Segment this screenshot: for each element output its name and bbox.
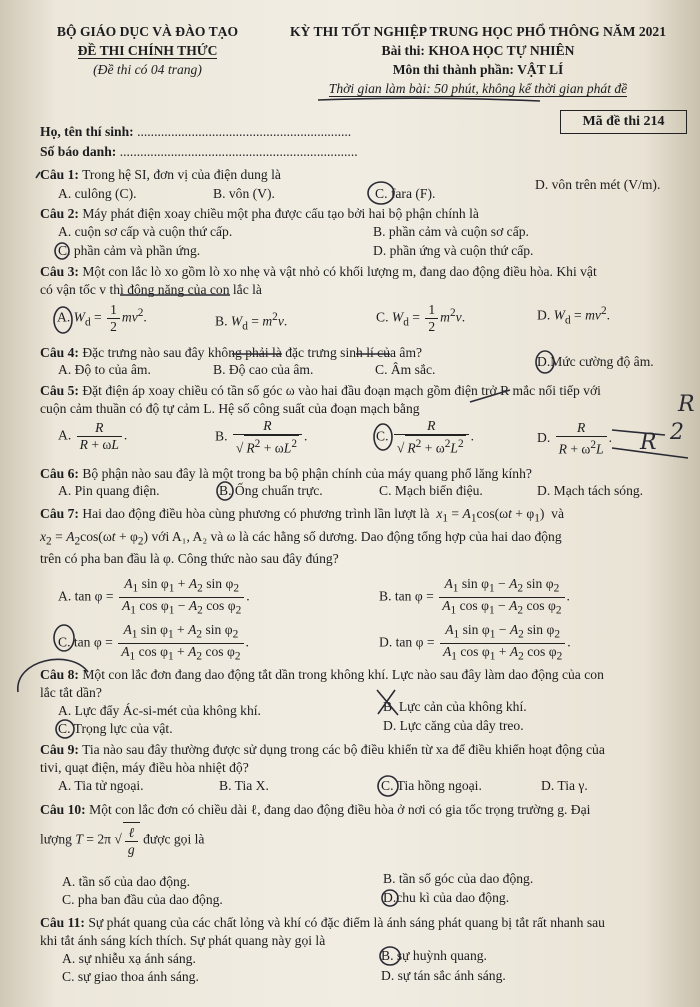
tick-mark [36, 172, 40, 178]
candidate-name-label: Họ, tên thí sinh: [40, 124, 134, 139]
answer-circle-q5 [374, 424, 392, 450]
handwriting-r-1: R [678, 392, 695, 417]
answer-arc-q8 [18, 659, 88, 692]
q4-option-a: A. Độ to của âm. [58, 362, 151, 377]
question-text-2: khi tắt ánh sáng kích thích. Sự phát quang này gọi là [40, 933, 326, 948]
answer-circle-q10 [382, 890, 398, 906]
question-text-2: lắc tắt dần? [40, 685, 102, 700]
question-number: Câu 9: [40, 742, 79, 757]
option-letter: C. [376, 309, 389, 325]
option-letter: D. [383, 890, 397, 905]
option-letter: B. [215, 313, 228, 329]
option-letter: A. [58, 427, 72, 443]
question-number: Câu 11: [40, 915, 85, 930]
q10-option-a: A. tần số của dao động. [62, 874, 190, 889]
answer-circle-q9 [378, 776, 398, 796]
answer-circle-q11 [380, 947, 400, 965]
q5-option-c: C. $\frac{R}{√ R^2 + \omega^2L^2}$ . [376, 418, 475, 456]
subject-name: Môn thi thành phần: VẬT LÍ [392, 62, 564, 77]
underline-mark [318, 98, 540, 101]
question-text: Hai dao động điều hòa cùng phương có phương trình lần lượt là [82, 506, 430, 521]
q3-option-c: C. $W_d$ = $\frac{1}{2}$ $m^2v$. [376, 302, 466, 334]
question-number: Câu 8: [40, 667, 79, 682]
option-letter: B. [215, 428, 228, 444]
exam-title: KỲ THI TỐT NGHIỆP TRUNG HỌC PHỔ THÔNG NĂM 2021 [289, 24, 667, 39]
q10-option-c: C. pha ban đầu của dao động. [62, 892, 223, 907]
q6-option-c: C. Mạch biến điệu. [379, 483, 483, 498]
q9-option-d: D. Tia γ. [541, 778, 588, 793]
question-text-2b: được gọi là [143, 831, 205, 847]
page-count: (Đề thi có 04 trang) [93, 62, 202, 77]
time-note: Thời gian làm bài: 50 phút, không kể thời gian phát đề [328, 81, 628, 96]
question-text-2a: lượng [40, 831, 72, 847]
q5-option-a: A. $\frac{R}{R + \omega L}$ . [58, 420, 128, 452]
q3-option-a: A. $W_d$ = $\frac{1}{2}$ $mv^2$. [57, 302, 147, 334]
option-letter: C. [58, 634, 71, 650]
question-number: Câu 5: [40, 383, 79, 398]
handwriting-line [612, 430, 665, 435]
exam-code-box: Mã đề thi 214 [560, 110, 687, 134]
question-number: Câu 10: [40, 802, 86, 817]
candidate-id-label: Số báo danh: [40, 144, 117, 159]
q7-option-b: B. tan φ = $\frac{A_1 \sin \varphi_1 - A_2 \sin \varphi_2}{A_1 \cos \varphi_1 - A_2 \cos \varphi_2}$ . [379, 576, 570, 617]
cross-mark-q8 [377, 690, 398, 715]
official-label: ĐỀ THI CHÍNH THỨC [77, 43, 218, 58]
question-text-2: có vận tốc v thì động năng của con lắc là [40, 282, 262, 297]
question-text: Máy phát điện xoay chiều một pha được cấu tạo bởi hai bộ phận chính là [82, 206, 479, 221]
option-letter: D. [537, 429, 551, 445]
option-text: sự huỳnh quang. [396, 948, 487, 963]
q9-option-a: A. Tia tử ngoại. [58, 778, 144, 793]
q6-option-d: D. Mạch tách sóng. [537, 483, 644, 498]
q1-option-d: D. vôn trên mét (V/m). [535, 177, 661, 192]
test-name: Bài thi: KHOA HỌC TỰ NHIÊN [381, 43, 575, 58]
option-text: Trọng lực của vật. [73, 721, 173, 736]
question-text: Một con lắc đơn đang dao động tắt dần trong không khí. Lực nào sau đây làm dao động của con [82, 667, 604, 682]
ministry-name: BỘ GIÁO DỤC VÀ ĐÀO TẠO [56, 24, 239, 39]
question-text-3: trên có pha ban đầu là φ. Công thức nào sau đây đúng? [40, 551, 339, 567]
q7-option-d: D. tan φ = $\frac{A_1 \sin \varphi_1 - A_2 \sin \varphi_2}{A_1 \cos \varphi_1 + A_2 \cos \varphi_2}$ . [379, 622, 571, 663]
option-letter: C. [376, 428, 389, 444]
question-number: Câu 4: [40, 345, 79, 360]
option-letter: A. [57, 309, 71, 325]
option-letter: C. [58, 721, 71, 736]
option-text: phần cảm và phần ứng. [73, 243, 201, 258]
answer-circle-q1 [368, 182, 394, 204]
option-letter: B. [381, 948, 394, 963]
answer-circle-q6 [217, 482, 233, 500]
candidate-name-dots: ............................................................... [137, 124, 352, 139]
q4-option-b: B. Độ cao của âm. [213, 362, 314, 377]
question-text: Bộ phận nào sau đây là một trong ba bộ phận chính của máy quang phổ lăng kính? [82, 466, 532, 481]
question-number: Câu 1: [40, 167, 79, 182]
question-text: Đặt điện áp xoay chiều có tần số góc ω vào hai đầu đoạn mạch gồm điện trở R mắc nối tiếp với [82, 383, 601, 398]
question-text: Đặc trưng nào sau đây không phải là đặc trưng sinh lí của âm? [82, 345, 423, 360]
q6-option-a: A. Pin quang điện. [58, 483, 160, 498]
q10-option-b: B. tần số góc của dao động. [383, 871, 534, 886]
option-letter: C. [58, 243, 71, 258]
q3-option-b: B. $W_d = m^2v$. [215, 311, 288, 333]
option-letter: C. [375, 186, 388, 201]
question-text-2: tivi, quạt điện, máy điều hòa nhiệt độ? [40, 760, 249, 775]
question-text: Một con lắc đơn có chiều dài ℓ, đang dao động điều hòa ở nơi có gia tốc trọng trường g. Đại [89, 802, 591, 817]
q2-option-a: A. cuộn sơ cấp và cuộn thứ cấp. [58, 224, 233, 239]
q5-option-d: D. $\frac{R}{R + \omega^2L}$ . [537, 420, 612, 457]
question-text: Tia nào sau đây thường được sử dụng trong các bộ điều khiển từ xa để điều khiển hoạt động của [82, 742, 605, 757]
answer-circle-q2 [55, 243, 69, 259]
q7-option-c: C. tan φ = $\frac{A_1 \sin \varphi_1 + A_2 \sin \varphi_2}{A_1 \cos \varphi_1 + A_2 \cos \varphi_2}$ . [58, 622, 249, 663]
answer-circle-q4 [536, 351, 554, 373]
option-text: fara (F). [390, 186, 436, 201]
option-text: Tia hồng ngoại. [396, 778, 482, 793]
q5-option-b: B. $\frac{R}{√ R^2 + \omega L^2}$ . [215, 418, 308, 456]
pen-stroke [470, 390, 510, 402]
q8-option-a: A. Lực đẩy Ác-si-mét của không khí. [58, 703, 261, 718]
q4-option-c: C. Âm sắc. [375, 362, 436, 377]
answer-circle-q8 [56, 720, 74, 738]
q11-option-c: C. sự giao thoa ánh sáng. [62, 969, 199, 984]
option-letter: B. [219, 483, 232, 498]
q7-option-a: A. tan φ = $\frac{A_1 \sin \varphi_1 + A_2 \sin \varphi_2}{A_1 \cos \varphi_1 - A_2 \cos \varphi_2}$ . [58, 576, 250, 617]
question-number: Câu 6: [40, 466, 79, 481]
question-text: Một con lắc lò xo gồm lò xo nhẹ và vật nhỏ có khối lượng m, đang dao động điều hòa. Khi vật [82, 264, 597, 279]
option-text: Ống chuẩn trực. [234, 483, 323, 498]
question-text: Trong hệ SI, đơn vị của điện dung là [82, 167, 281, 182]
q1-option-b: B. vôn (V). [213, 186, 275, 201]
q11-option-d: D. sự tán sắc ánh sáng. [381, 968, 506, 983]
question-text: Sự phát quang của các chất lỏng và khí có đặc điểm là ánh sáng phát quang bị tắt rất nhanh sau [88, 915, 605, 930]
option-letter: A. [58, 588, 72, 604]
q3-option-d: D. $W_d = mv^2$. [537, 305, 611, 327]
handwriting-r-2: R [640, 430, 657, 455]
answer-circle-q7 [54, 625, 74, 651]
q2-option-d: D. phần ứng và cuộn thứ cấp. [373, 243, 534, 258]
option-text: Mức cường độ âm. [550, 354, 654, 369]
q11-option-a: A. sự nhiễu xạ ánh sáng. [62, 951, 196, 966]
option-letter: D. [537, 307, 551, 323]
option-text: chu kì của dao động. [396, 890, 510, 905]
q2-option-b: B. phần cảm và cuộn sơ cấp. [373, 224, 529, 239]
question-number: Câu 2: [40, 206, 79, 221]
option-letter: C. [381, 778, 394, 793]
option-letter: D. [537, 354, 551, 369]
option-text: Lực cản của không khí. [398, 699, 527, 714]
option-letter: D. [379, 634, 393, 650]
question-number: Câu 7: [40, 506, 79, 521]
candidate-id-dots: ...................................................................... [119, 144, 358, 159]
question-text-2: cuộn cảm thuần có độ tự cảm L. Hệ số công suất của đoạn mạch bằng [40, 401, 420, 416]
q1-option-a: A. culông (C). [58, 186, 137, 201]
question-7: Câu 7: Hai dao động điều hòa cùng phương có phương trình lần lượt là $x_1 = A_1\cos(\omega t + \varphi_1)$ và $x_2 = A_2\cos(\omega t + \varphi_2)$ với A₁, A₂ và ω là các hằng số dương. Dao động tổng hợp của hai dao động trên có pha ban đầu là φ. Công thức nào sau đây đúng? [40, 506, 565, 567]
q9-option-b: B. Tia X. [219, 778, 269, 793]
q8-option-d: D. Lực căng của dây treo. [383, 718, 524, 733]
option-letter: B. [383, 699, 396, 714]
option-letter: B. [379, 588, 392, 604]
question-number: Câu 3: [40, 264, 79, 279]
q10-formula-line: lượng T = 2π √ $\frac{\text{ℓ}}{g}$ được gọi là [40, 822, 204, 858]
answer-circle-q3 [54, 307, 72, 333]
handwriting-2: 2 [670, 420, 684, 445]
question-text-2: với A₁, A₂ và ω là các hằng số dương. Dao động tổng hợp của hai dao động [151, 528, 562, 544]
